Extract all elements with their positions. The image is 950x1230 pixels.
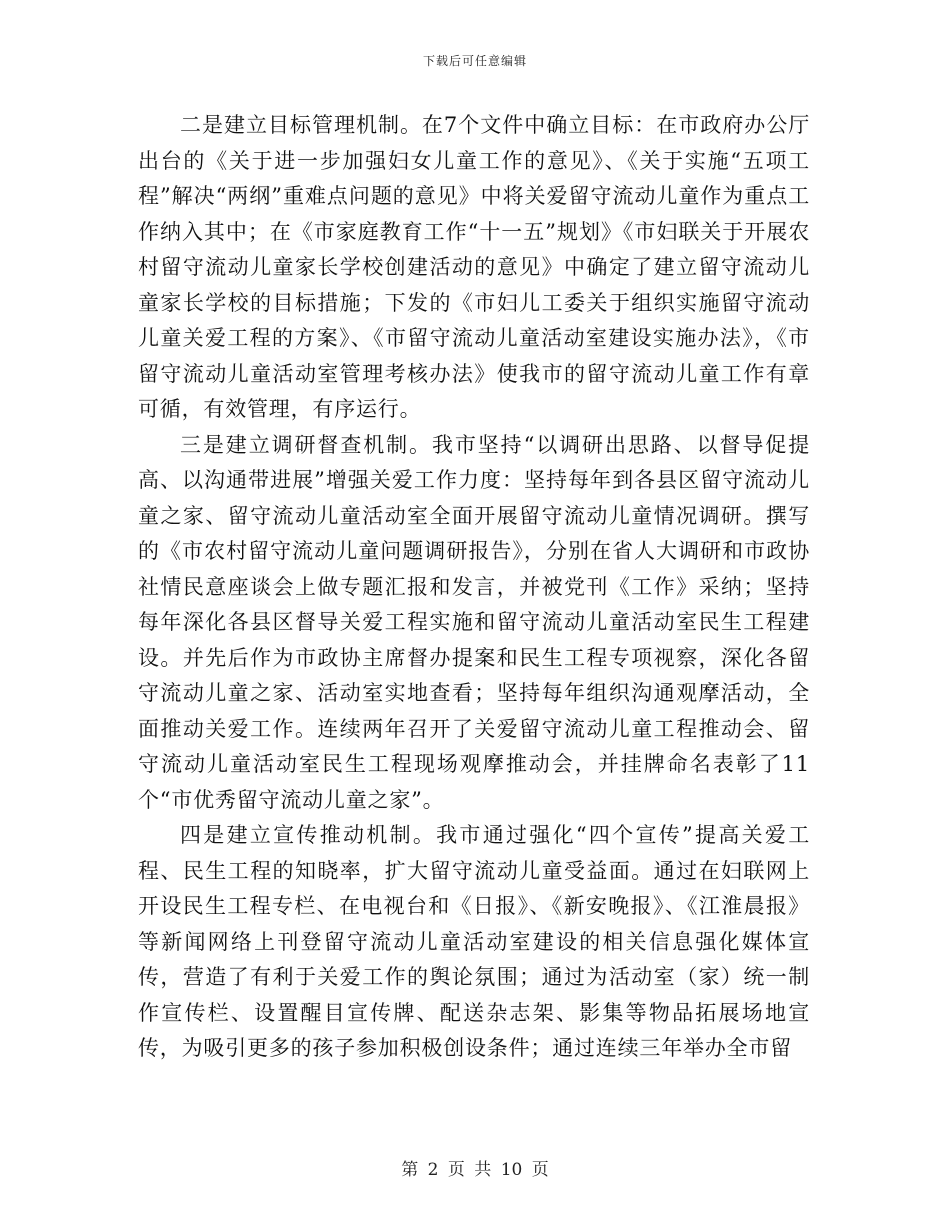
paragraph-target-management: 二是建立目标管理机制。在7个文件中确立目标：在市政府办公厅出台的《关于进一步加强妇女儿童工作的意见》、《关于实施“五项工程”解决“两纲”重难点问题的意见》中将关爱留守流动儿童作为重点工作纳入其中；在《市家庭教育工作“十一五”规划》《市妇联关于开展农村留守流动儿童家长学校创建活动的意见》中确定了建立留守流动儿童家长学校的目标措施；下发的《市妇儿工委关于组织实施留守流动儿童关爱工程的方案》、《市留守流动儿童活动室建设实施办法》，《市留守流动儿童活动室管理考核办法》使我市的留守流动儿童工作有章可循，有效管理，有序运行。 <box>138 113 810 421</box>
paragraph-publicity-promotion: 四是建立宣传推动机制。我市通过强化“四个宣传”提高关爱工程、民生工程的知晓率，扩大留守流动儿童受益面。通过在妇联网上开设民生工程专栏、在电视台和《日报》、《新安晚报》、《江淮晨报》等新闻网络上刊登留守流动儿童活动室建设的相关信息强化媒体宣传，营造了有利于关爱工作的舆论氛围；通过为活动室（家）统一制作宣传栏、设置醒目宣传牌、配送杂志架、影集等物品拓展场地宣传，为吸引更多的孩子参加积极创设条件；通过连续三年举办全市留 <box>138 823 810 1060</box>
document-body <box>138 108 810 1067</box>
page-header: 下载后可任意编辑 <box>422 54 527 68</box>
page-number-footer: 第 2 页 共 10 页 <box>401 1160 549 1180</box>
paragraph-research-supervision: 三是建立调研督查机制。我市坚持“以调研出思路、以督导促提高、以沟通带进展”增强关爱工作力度：坚持每年到各县区留守流动儿童之家、留守流动儿童活动室全面开展留守流动儿童情况调研。撰写的《市农村留守流动儿童问题调研报告》，分别在省人大调研和市政协社情民意座谈会上做专题汇报和发言，并被党刊《工作》采纳；坚持每年深化各县区督导关爱工程实施和留守流动儿童活动室民生工程建设。并先后作为市政协主席督办提案和民生工程专项视察，深化各留守流动儿童之家、活动室实地查看；坚持每年组织沟通观摩活动，全面推动关爱工作。连续两年召开了关爱留守流动儿童工程推动会、留守流动儿童活动室民生工程现场观摩推动会，并挂牌命名表彰了11个“市优秀留守流动儿童之家”。 <box>138 432 810 812</box>
